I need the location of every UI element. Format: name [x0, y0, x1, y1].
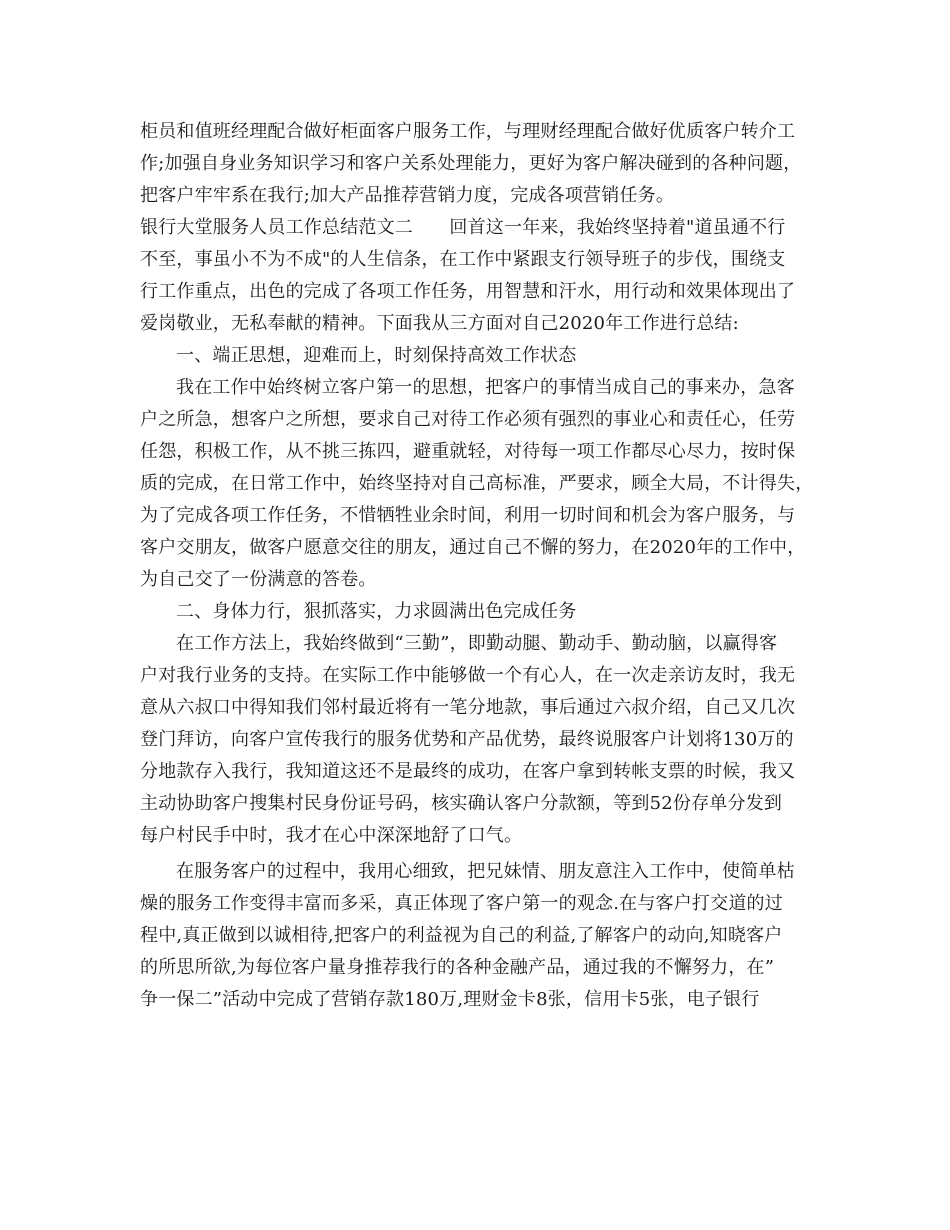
paragraph-start: 我在工作中始终树立客户第一的思想，把客户的事情当成自己的事来办，急客: [176, 377, 795, 398]
text-line: 程中,真正做到以诚相待,把客户的利益视为自己的利益,了解客户的动向,知晓客户: [140, 925, 783, 946]
subheading-1: 一、端正思想，迎难而上，时刻保持高效工作状态: [176, 345, 577, 366]
section-heading-line: 银行大堂服务人员工作总结范文二 回首这一年来，我始终坚持着"道虽通不行: [140, 217, 786, 238]
text-line: 主动协助客户搜集村民身份证号码，核实确认客户分款额，等到52份存单分发到: [140, 793, 783, 814]
text-line: 柜员和值班经理配合做好柜面客户服务工作，与理财经理配合做好优质客户转介工: [140, 121, 796, 142]
paragraph-start: 在工作方法上，我始终做到“三勤”，即勤动腿、勤动手、勤动脑，以赢得客: [176, 633, 778, 654]
text-line: 争一保二”活动中完成了营销存款180万,理财金卡8张，信用卡5张，电子银行: [140, 989, 760, 1010]
text-line: 任怨，积极工作，从不挑三拣四，避重就轻，对待每一项工作都尽心尽力，按时保: [140, 441, 796, 462]
subheading-2: 二、身体力行，狠抓落实，力求圆满出色完成任务: [176, 601, 577, 622]
text-line: 把客户牢牢系在我行;加大产品推荐营销力度，完成各项营销任务。: [140, 185, 675, 206]
text-line: 质的完成，在日常工作中，始终坚持对自己高标准，严要求，顾全大局，不计得失，: [140, 473, 814, 494]
text-line: 行工作重点，出色的完成了各项工作任务，用智慧和汗水，用行动和效果体现出了: [140, 281, 796, 302]
paragraph-start: 在服务客户的过程中，我用心细致，把兄妹情、朋友意注入工作中，使简单枯: [176, 861, 795, 882]
text-line: 登门拜访，向客户宣传我行的服务优势和产品优势，最终说服客户计划将130万的: [140, 729, 794, 750]
text-line: 分地款存入我行，我知道这还不是最终的成功，在客户拿到转帐支票的时候，我又: [140, 761, 796, 782]
document-body: [140, 116, 820, 1016]
text-line: 燥的服务工作变得丰富而多采，真正体现了客户第一的观念.在与客户打交道的过: [140, 893, 783, 914]
text-line: 作;加强自身业务知识学习和客户关系处理能力，更好为客户解决碰到的各种问题，: [140, 153, 802, 174]
text-line: 的所思所欲,为每位客户量身推荐我行的各种金融产品，通过我的不懈努力，在”: [140, 957, 775, 978]
text-line: 爱岗敬业，无私奉献的精神。下面我从三方面对自己2020年工作进行总结:: [140, 313, 739, 334]
text-line: 为自己交了一份满意的答卷。: [140, 569, 377, 590]
text-line: 户对我行业务的支持。在实际工作中能够做一个有心人，在一次走亲访友时，我无: [140, 665, 796, 686]
text-line: 意从六叔口中得知我们邻村最近将有一笔分地款，事后通过六叔介绍，自己又几次: [140, 697, 796, 718]
text-line: 为了完成各项工作任务，不惜牺牲业余时间，利用一切时间和机会为客户服务，与: [140, 505, 796, 526]
text-line: 每户村民手中时，我才在心中深深地舒了口气。: [140, 825, 523, 846]
text-line: 不至，事虽小不为不成"的人生信条，在工作中紧跟支行领导班子的步伐，围绕支: [140, 249, 786, 270]
text-line: 客户交朋友，做客户愿意交往的朋友，通过自己不懈的努力，在2020年的工作中，: [140, 537, 806, 558]
text-line: 户之所急，想客户之所想，要求自己对待工作必须有强烈的事业心和责任心，任劳: [140, 409, 796, 430]
